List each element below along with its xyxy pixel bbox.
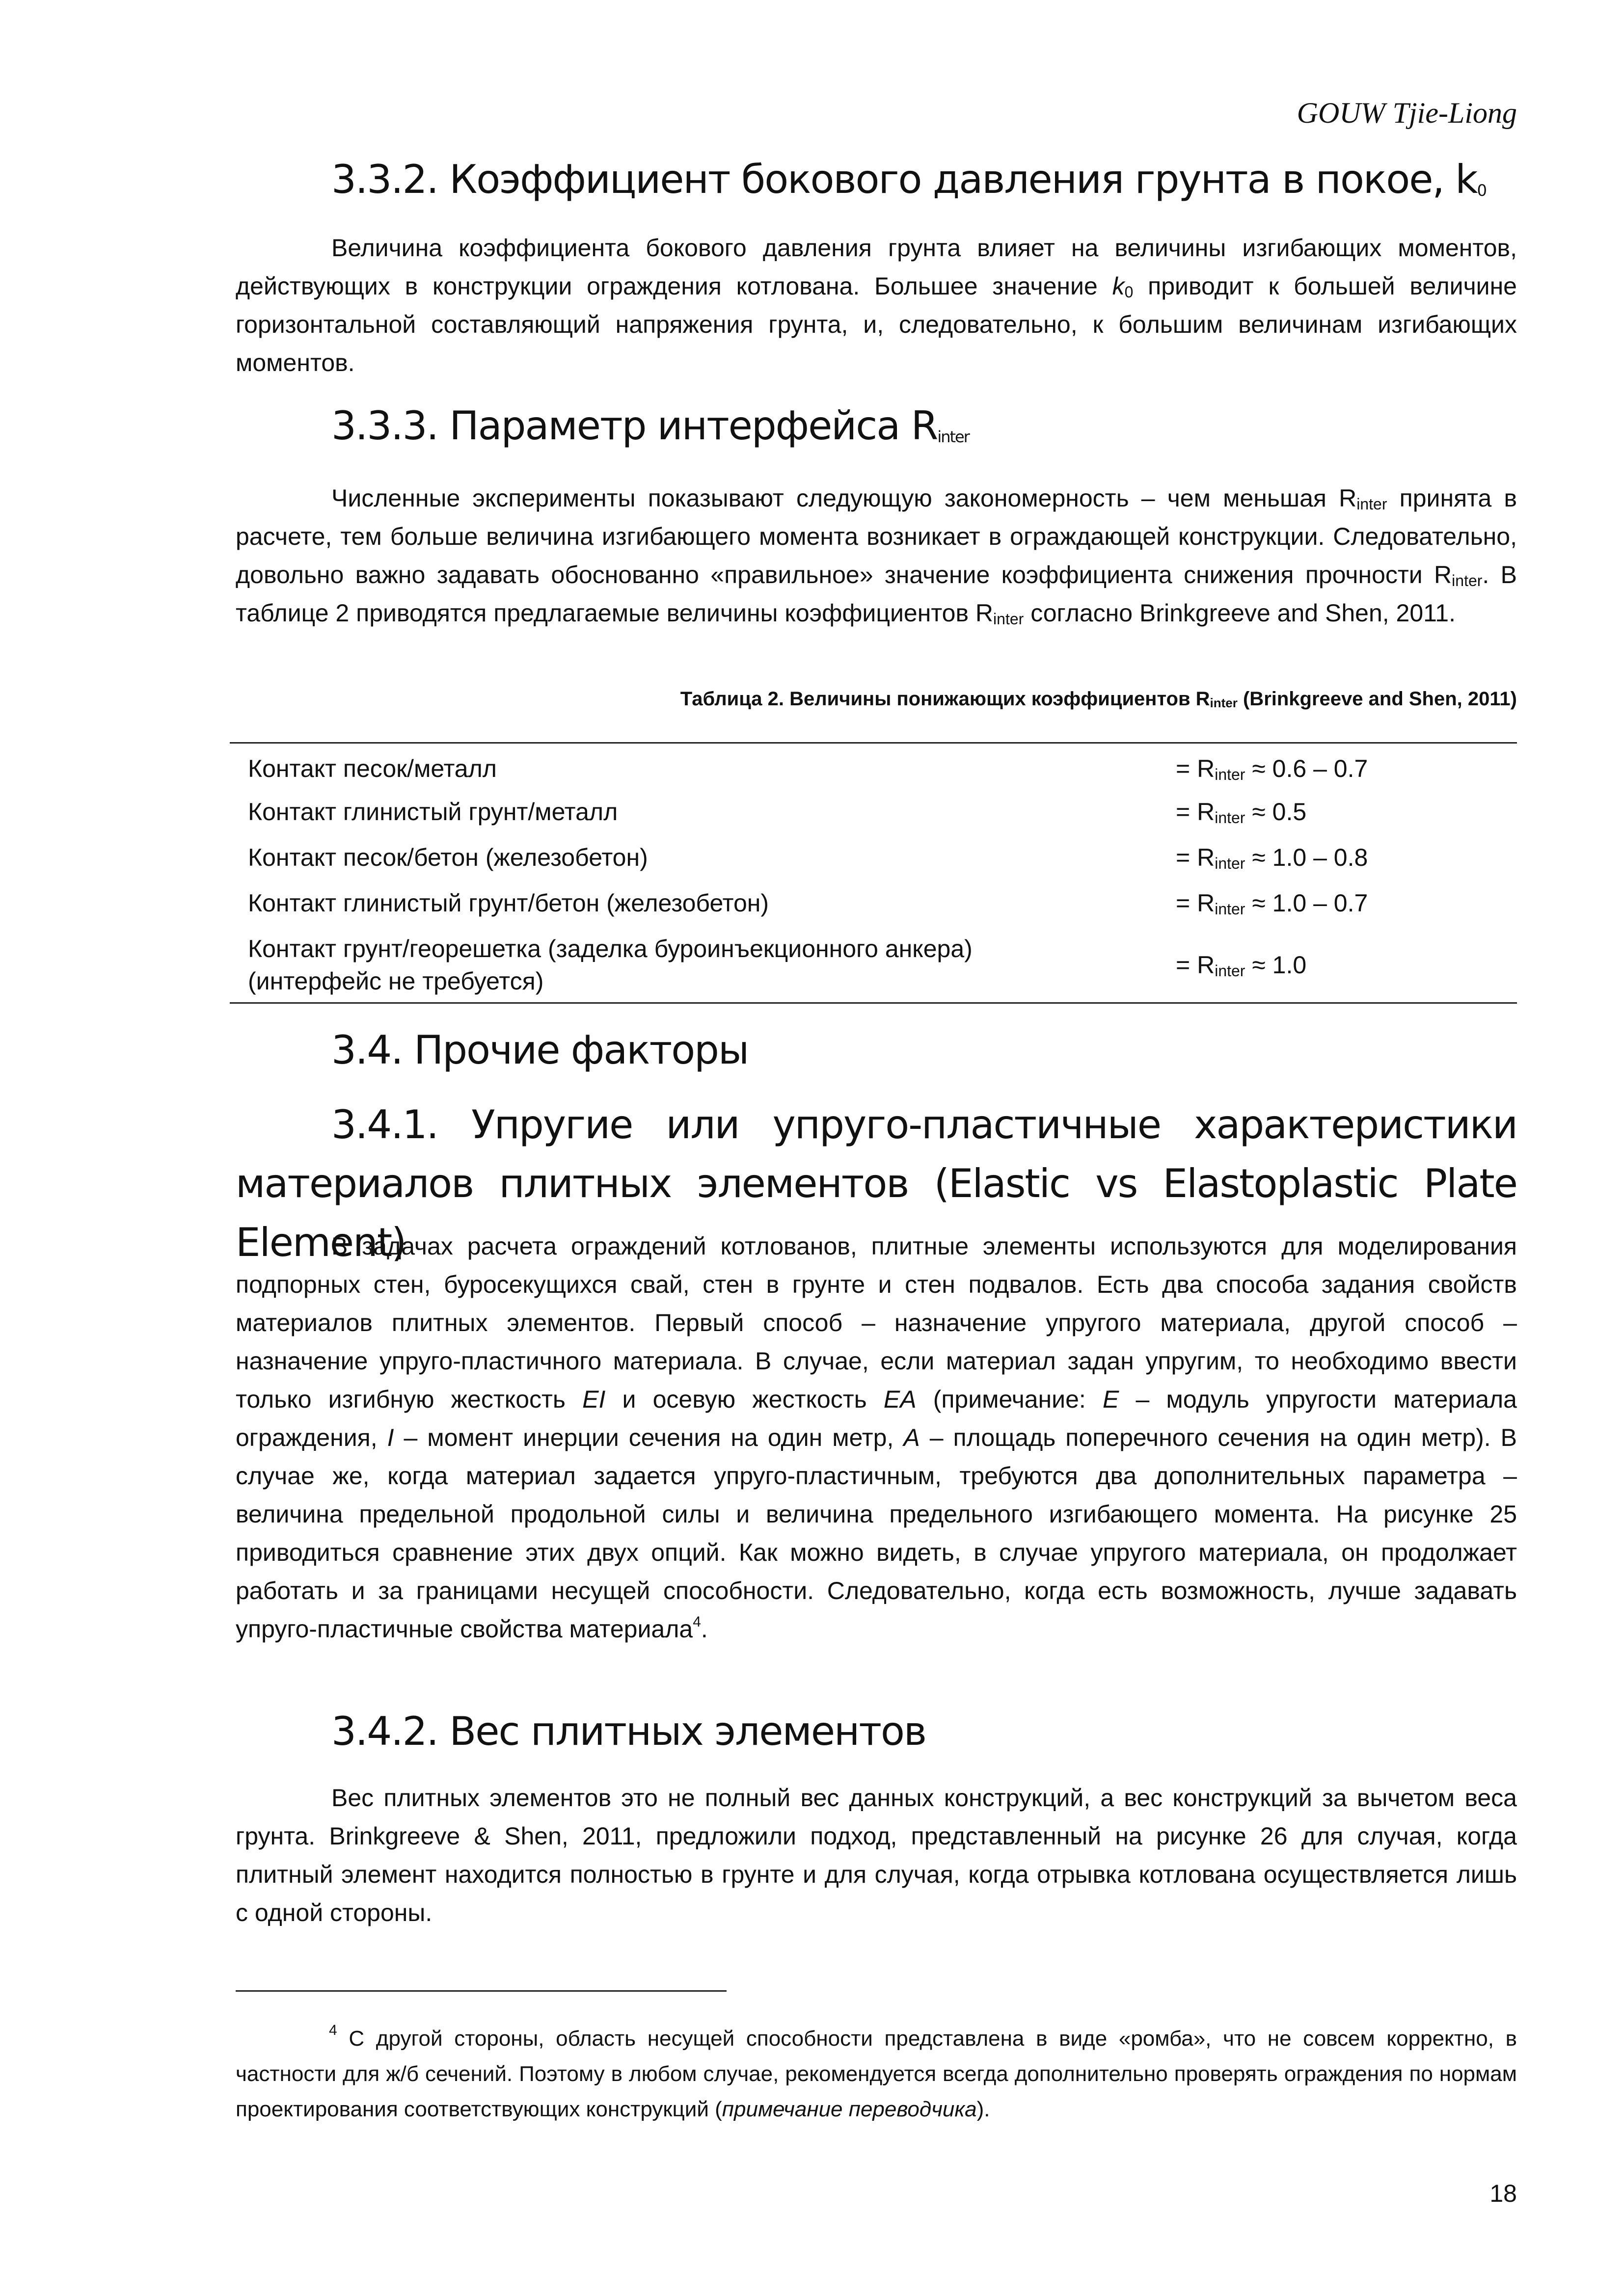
footnote-ref[interactable]: 4	[693, 1614, 701, 1630]
heading-3-4-2: 3.4.2. Вес плитных элементов	[331, 1709, 926, 1754]
paragraph-3-3-3: Численные эксперименты показывают следующую закономерность – чем меньшая $R_{inter}$ принята в расчете, тем больше величина изгибающего момента возникает в ограждающей конструкции. Следовательно, довольно важно задавать обоснованно «правильное» значение коэффициента снижения прочности $R_{inter}$. В таблице 2 приводятся предлагаемые величины коэффициентов $R_{inter}$ согласно Brinkgreeve and Shen, 2011.	[236, 484, 1517, 628]
document-page: GOUW Tjie-Liong 3.3.2. Коэффициент бокового давления грунта в покое, $k_0$ Величина коэффициента бокового давления грунта влияет на величины изгибающих моментов, действующих в конструкции ограждения котлована. Большее значение $k_0$ приводит к большей величине горизонтальной составляющий напряжения грунта, и, следовательно, к большим величинам изгибающих моментов. 3.3.3. Параметр интерфейса $R_{inter}$ Численные эксперименты показывают следующую закономерность – чем меньшая $R_{inter}$ принята в расчете, тем больше величина изгибающего момента возникает в ограждающей конструкции. Следовательно, довольно важно задавать обоснованно «правильное» значение коэффициента снижения прочности $R_{inter}$. В таблице 2 приводятся предлагаемые величины коэффициентов $R_{inter}$ согласно Brinkgreeve and Shen, 2011. Таблица 2. Величины понижающих коэффициентов $R_{inter}$ (Brinkgreeve and Shen, 2011) Контакт песок/металл = $R_{inter} \approx 0.6 - 0.7$ Контакт глинистый грунт/металл = $R_{inter} \approx 0.5$ Контакт песок/бетон (железобетон) = $R_{inter} \approx 1.0 - 0.8$ Контакт глинистый грунт/бетон (железобетон) = $R_{inter} \approx 1.0 - 0.7$ Контакт грунт/георешетка (заделка буроинъекционного анкера) (интерфейс не требуется) = $R_{inter} \approx 1.0$ 3.4. Прочие факторы 3.4.1. Упругие или упруго-пластичные характеристики материалов плитных элементов (Elastic vs Elastoplastic Plate Element) В задачах расчета ограждений котлованов, плитные элементы используются для моделирования подпорных стен, буросекущихся свай, стен в грунте и стен подвалов. Есть два способа задания свойств материалов плитных элементов. Первый способ – назначение упругого материала, другой способ – назначение упруго-пластичного материала. В случае, если материал задан упругим, то необходимо ввести только изгибную жесткость EI и осевую жесткость EA (примечание: E – модуль упругости материала ограждения, I – момент инерции сечения на один метр, A – площадь поперечного сечения на один метр). В случае же, когда материал задается упруго-пластичным, требуются два дополнительных параметра – величина предельной продольной силы и величина предельного изгибающего момента. На рисунке 25 приводиться сравнение этих двух опций. Как можно видеть, в случае упругого материала, он продолжает работать и за границами несущей способности. Следовательно, когда есть возможность, лучше задавать упруго-пластичные свойства материала$^4$. 3.4.2. Вес плитных элементов Вес плитных элементов это не полный вес данных конструкций, а вес конструкций за вычетом веса грунта. Brinkgreeve & Shen, 2011, предложили подход, представленный на рисунке 26 для случая, когда плитный элемент находится полностью в грунте и для случая, когда отрывка котлована осуществляется лишь с одной стороны. $^4$ С другой стороны, область несущей способности представлена в виде «ромба», что не совсем корректно, в частности для ж/б сечений. Поэтому в любом случае, рекомендуется всегда дополнительно проверять ограждения по нормам проектирования соответствующих конструкций (примечание переводчика). 18	[0, 0, 1623, 2296]
table-caption: Таблица 2. Величины понижающих коэффициентов $R_{inter}$ (Brinkgreeve and Shen, 2011)	[680, 688, 1517, 710]
heading-3-4-1: 3.4.1. Упругие или упруго-пластичные характеристики материалов плитных элементов (Elastic vs Elastoplastic Plate Element)	[236, 1102, 1517, 1265]
paragraph-3-4-1: В задачах расчета ограждений котлованов, плитные элементы используются для моделирования подпорных стен, буросекущихся свай, стен в грунте и стен подвалов. Есть два способа задания свойств материалов плитных элементов. Первый способ – назначение упругого материала, другой способ – назначение упруго-пластичного материала. В случае, если материал задан упругим, то необходимо ввести только изгибную жесткость EI и осевую жесткость EA (примечание: E – модуль упругости материала ограждения, I – момент инерции сечения на один метр, A – площадь поперечного сечения на один метр). В случае же, когда материал задается упруго-пластичным, требуются два дополнительных параметра – величина предельной продольной силы и величина предельного изгибающего момента. На рисунке 25 приводиться сравнение этих двух опций. Как можно видеть, в случае упругого материала, он продолжает работать и за границами несущей способности. Следовательно, когда есть возможность, лучше задавать упруго-пластичные свойства материала$^4$.	[236, 1232, 1517, 1643]
page-number: 18	[1489, 2180, 1517, 2207]
heading-3-3-2: 3.3.2. Коэффициент бокового давления грунта в покое, $k_0$	[331, 157, 1486, 202]
heading-3-3-3: 3.3.3. Параметр интерфейса $R_{inter}$	[331, 403, 969, 449]
table-bottom-rule	[230, 1002, 1517, 1004]
table-top-rule	[230, 742, 1517, 744]
running-header-author: GOUW Tjie-Liong	[1297, 97, 1517, 129]
paragraph-3-4-2: Вес плитных элементов это не полный вес данных конструкций, а вес конструкций за вычетом веса грунта. Brinkgreeve & Shen, 2011, предложили подход, представленный на рисунке 26 для случая, когда плитный элемент находится полностью в грунте и для случая, когда отрывка котлована осуществляется лишь с одной стороны.	[236, 1784, 1517, 1926]
footnote-separator	[236, 1990, 727, 1992]
heading-3-4: 3.4. Прочие факторы	[331, 1027, 749, 1073]
paragraph-3-3-2: Величина коэффициента бокового давления грунта влияет на величины изгибающих моментов, действующих в конструкции ограждения котлована. Большее значение $k_0$ приводит к большей величине горизонтальной составляющий напряжения грунта, и, следовательно, к большим величинам изгибающих моментов.	[236, 234, 1517, 376]
footnote: $^4$ С другой стороны, область несущей способности представлена в виде «ромба», что не совсем корректно, в частности для ж/б сечений. Поэтому в любом случае, рекомендуется всегда дополнительно проверять ограждения по нормам проектирования соответствующих конструкций (примечание переводчика).	[236, 2022, 1517, 2121]
